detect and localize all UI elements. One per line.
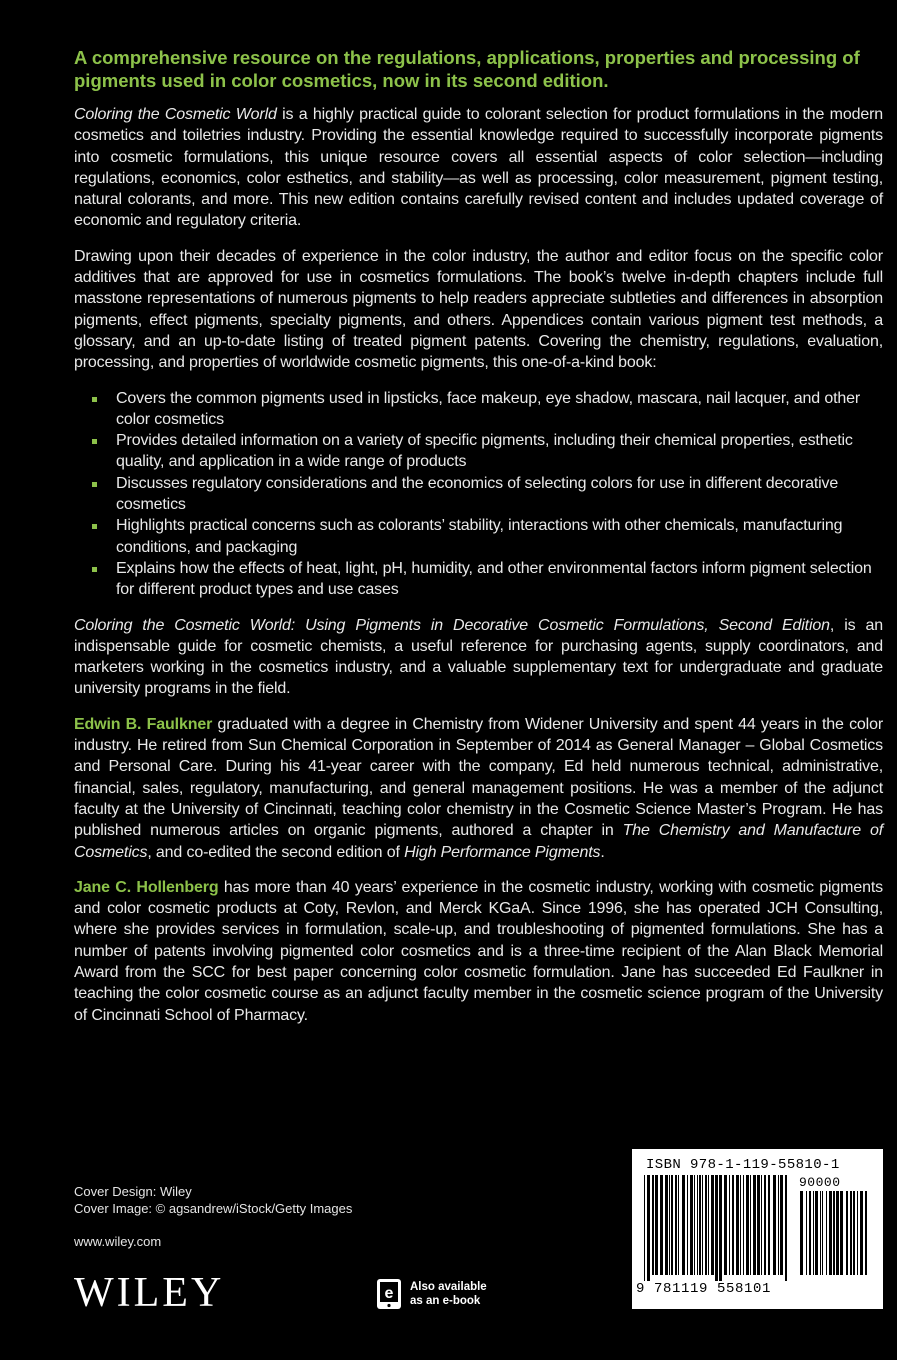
- bullet-square-icon: [92, 482, 97, 487]
- intro-text: is a highly practical guide to colorant selection for product formulations in the modern cosmetics and toiletries industry. Providing the essential knowledge required to successfully incorporate pigments into cosmetic formulations, this unique resource covers all essential aspects of color selection—including regulations, economics, color esthetics, and stability—as well as processing, color measurement, pigment testing, natural colorants, and more. This new edition contains carefully revised content and includes updated coverage of economic and regulatory criteria.: [74, 106, 884, 230]
- book-title: The Chemistry and Manufacture of Cosmetics: [74, 822, 883, 861]
- barcode-bar: [694, 1175, 695, 1275]
- barcode-bar: [729, 1175, 730, 1275]
- author-bio-text: graduated with a degree in Chemistry from Widener University and spent 44 years in the color industry. He retired from Sun Chemical Corporation in September of 2014 as General Manager – Global Cosmetics and Personal Care. During his 41-year career with the company, Ed held numerous technical, administrative, financial, sales, regulatory, manufacturing, and general management positions. He was a member of the adjunct faculty at the University of Cincinnati, teaching color chemistry in the Cosmetic Science Master’s Program. He has published numerous articles on organic pigments, authored a chapter in: [74, 715, 884, 840]
- summary-book-title: Coloring the Cosmetic World: Using Pigments in Decorative Cosmetic Formulations, Second Edition: [74, 616, 830, 634]
- list-item: [116, 430, 883, 473]
- barcode-bar: [647, 1175, 650, 1281]
- barcode-bar: [697, 1175, 698, 1275]
- cover-image-credit: Cover Image: © agsandrew/iStock/Getty Images: [74, 1201, 353, 1216]
- feature-list: [74, 388, 883, 601]
- author-name-faulkner: Edwin B. Faulkner: [74, 715, 213, 733]
- summary-paragraph: [74, 615, 883, 700]
- barcode-bar: [761, 1175, 762, 1275]
- author-bio-faulkner: [74, 714, 883, 863]
- barcode-bar: [732, 1175, 734, 1275]
- barcode-bar: [740, 1175, 741, 1275]
- bullet-square-icon: [92, 524, 97, 529]
- barcode-bar: [708, 1175, 709, 1275]
- wiley-logo: WILEY: [74, 1270, 225, 1316]
- barcode-bar: [644, 1175, 645, 1281]
- svg-text:e: e: [384, 1285, 394, 1302]
- barcode-bar: [743, 1175, 744, 1275]
- cover-design-credit: Cover Design: Wiley: [74, 1184, 192, 1199]
- barcode-bar: [857, 1191, 858, 1275]
- bullet-square-icon: [92, 439, 97, 444]
- ebook-label-line: Also available: [410, 1281, 487, 1293]
- book-title: High Performance Pigments: [404, 843, 601, 861]
- barcode-bar: [750, 1175, 751, 1275]
- summary-text: , is an indispensable guide for cosmetic chemists, a useful reference for purchasing agents, supply coordinators, and marketers working in the cosmetics industry, and a valuable supplementary text for undergraduate and graduate university programs in the field.: [74, 616, 883, 698]
- list-item-text: Discusses regulatory considerations and the economics of selecting colors for use in different decorative cosmetics: [116, 474, 839, 514]
- barcode-bar: [813, 1191, 814, 1275]
- barcode-bar: [702, 1175, 703, 1275]
- barcode-bar: [833, 1191, 835, 1275]
- author-bio-hollenberg: [74, 877, 883, 1026]
- barcode-bar: [682, 1175, 685, 1275]
- intro-book-title: Coloring the Cosmetic World: [74, 106, 277, 123]
- ebook-icon: [376, 1278, 402, 1310]
- author-bio-text: , and co-edited the second edition of: [147, 843, 405, 861]
- barcode-bar: [820, 1191, 821, 1275]
- headline: A comprehensive resource on the regulations, applications, properties and processing of pigments used in color cosmetics, now in its second edition.: [74, 47, 860, 91]
- list-item: [116, 515, 883, 558]
- barcode-bar: [815, 1191, 818, 1275]
- ebook-notice: [376, 1278, 487, 1310]
- barcode-bar: [652, 1175, 654, 1275]
- cover-credits: [74, 1183, 352, 1217]
- author-name-hollenberg: Jane C. Hollenberg: [74, 878, 219, 896]
- barcode-bar: [826, 1191, 827, 1275]
- barcode-bar: [724, 1175, 727, 1275]
- list-item-text: Provides detailed information on a variety of specific pigments, including their chemical properties, esthetic quality, and application in a wide range of products: [116, 432, 853, 471]
- barcode-bar: [719, 1175, 722, 1281]
- intro-paragraph: [74, 104, 883, 232]
- barcode-bar: [715, 1175, 718, 1281]
- barcode-bar: [773, 1175, 776, 1275]
- barcode-bar: [690, 1175, 693, 1275]
- barcode-bar: [757, 1175, 760, 1275]
- ebook-label-line: as an e-book: [410, 1295, 481, 1307]
- barcode-bar: [764, 1175, 766, 1275]
- barcode-bar: [665, 1175, 668, 1275]
- barcode-bar: [822, 1191, 823, 1275]
- description-paragraph: Drawing upon their decades of experience in the color industry, the author and editor focus on the specific color additives that are approved for use in cosmetics formulations. The book’s twelve in-depth chapters include full masstone representations of numerous pigments to help readers appreciate subtleties and differences in absorption pigments, effect pigments, specialty pigments, and others. Appendices contain various pigment test methods, a glossary, and an up-to-date listing of treated pigment patents. Covering the chemistry, regulations, evaluation, processing, and properties of worldwide cosmetic pigments, this one-of-a-kind book:: [74, 247, 883, 372]
- barcode-bar: [800, 1191, 803, 1275]
- barcode-bar: [699, 1175, 701, 1275]
- back-cover-text: [74, 46, 883, 1040]
- barcode-bar: [678, 1175, 679, 1275]
- barcode-bar: [780, 1175, 783, 1275]
- barcode-bar: [687, 1175, 688, 1275]
- list-item: [116, 388, 883, 431]
- barcode-bar: [860, 1191, 863, 1275]
- ebook-label: [410, 1280, 487, 1308]
- barcode-bar: [853, 1191, 855, 1275]
- barcode-bar: [660, 1175, 663, 1275]
- isbn-digits: 9 781119 558101: [636, 1281, 772, 1297]
- list-item: [116, 558, 883, 601]
- list-item: [116, 473, 883, 516]
- barcode-bar: [865, 1191, 867, 1275]
- bullet-square-icon: [92, 567, 97, 572]
- barcode-bar: [669, 1175, 670, 1275]
- barcode-bar: [753, 1175, 756, 1275]
- barcode-bar: [705, 1175, 707, 1275]
- addon-barcode: [798, 1191, 870, 1281]
- barcode-bar: [846, 1191, 848, 1275]
- barcode-bar: [655, 1175, 658, 1275]
- barcode-bar: [778, 1175, 779, 1275]
- list-item-text: Explains how the effects of heat, light, pH, humidity, and other environmental factors inform pigment selection for different product types and use cases: [116, 559, 872, 599]
- barcode-bar: [746, 1175, 749, 1275]
- barcode-bar: [736, 1175, 739, 1275]
- author-bio-text: has more than 40 years’ experience in the cosmetic industry, working with cosmetic pigments and color cosmetic products at Coty, Revlon, and Merck KGaA. Since 1996, she has operated JCH Consulting, where she provides services in formulation, scale-up, and troubleshooting of pigmented formulations. She has a number of patents involving pigmented color cosmetics and is a three-time recipient of the Alan Black Memorial Award from the SCC for best paper concerning color cosmetic formulation. Jane has succeeded Ed Faulkner in teaching the color cosmetic course as an adjunct faculty member in the cosmetic science program of the University of Cincinnati School of Pharmacy.: [74, 878, 883, 1024]
- list-item-text: Highlights practical concerns such as colorants’ stability, interactions with other chemicals, manufacturing conditions, and packaging: [116, 517, 843, 556]
- barcode-bar: [675, 1175, 677, 1275]
- barcode-bar: [840, 1191, 843, 1275]
- list-item-text: Covers the common pigments used in lipsticks, face makeup, eye shadow, mascara, nail lacquer, and other color cosmetics: [116, 389, 861, 428]
- publisher-url: www.wiley.com: [74, 1234, 162, 1249]
- barcode-bar: [785, 1175, 787, 1281]
- ean-barcode: [642, 1175, 792, 1281]
- barcode-bar: [809, 1191, 811, 1275]
- barcode-bar: [711, 1175, 714, 1275]
- barcode-bar: [806, 1191, 807, 1275]
- author-bio-text: .: [600, 843, 605, 861]
- isbn-label: ISBN 978-1-119-55810-1: [646, 1157, 840, 1173]
- isbn-barcode: [632, 1149, 883, 1309]
- bullet-square-icon: [92, 397, 97, 402]
- price-code: 90000: [799, 1175, 841, 1190]
- barcode-bar: [768, 1175, 770, 1275]
- barcode-bar: [829, 1191, 832, 1275]
- barcode-bar: [671, 1175, 673, 1275]
- barcode-bar: [850, 1191, 852, 1275]
- barcode-bar: [836, 1191, 839, 1275]
